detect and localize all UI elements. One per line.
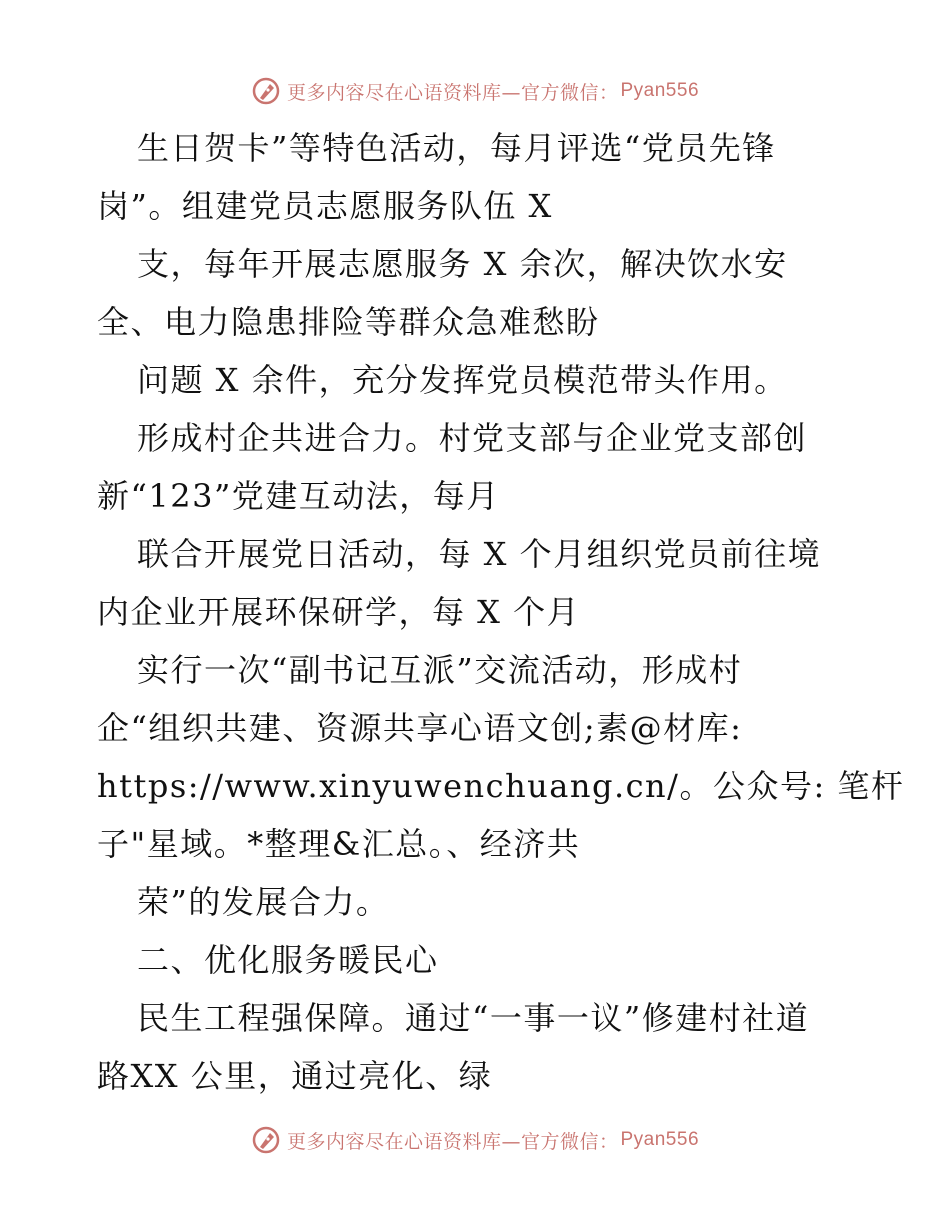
text-line: 生日贺卡”等特色活动，每月评选“党员先锋 xyxy=(137,129,776,167)
text-line: 企“组织共建、资源共享心语文创;素@材库: xyxy=(97,709,743,747)
pen-nib-circle-icon xyxy=(251,1125,281,1155)
section-heading: 二、优化服务暖民心 xyxy=(137,941,439,979)
footer-watermark xyxy=(0,1123,950,1157)
text-line: https://www.xinyuwenchuang.cn/。公众号: 笔杆 xyxy=(97,767,905,805)
text-line: 联合开展党日活动，每 X 个月组织党员前往境 xyxy=(137,535,822,573)
text-line: 全、电力隐患排险等群众急难愁盼 xyxy=(97,303,600,341)
text-line: 问题 X 余件，充分发挥党员模范带头作用。 xyxy=(137,361,788,399)
watermark-wechat-id: Pyan556 xyxy=(620,80,700,101)
text-line: 民生工程强保障。通过“一事一议”修建村社道 xyxy=(137,999,810,1037)
text-line: 形成村企共进合力。村党支部与企业党支部创 xyxy=(137,419,808,457)
text-line: 内企业开展环保研学，每 X 个月 xyxy=(97,593,581,631)
watermark-text: 更多内容尽在心语资料库—官方微信： xyxy=(286,81,619,104)
text-line: 路XX 公里，通过亮化、绿 xyxy=(97,1057,493,1095)
text-line: 岗”。组建党员志愿服务队伍 X xyxy=(97,187,553,225)
text-line: 实行一次“副书记互派”交流活动，形成村 xyxy=(137,651,743,689)
text-line: 荣”的发展合力。 xyxy=(137,883,390,921)
watermark-wechat-id: Pyan556 xyxy=(620,1129,700,1150)
text-line: 子"星域。*整理&汇总。、经济共 xyxy=(97,825,581,863)
text-line: 支，每年开展志愿服务 X 余次，解决饮水安 xyxy=(137,245,788,283)
text-line: 新“123”党建互动法，每月 xyxy=(97,477,500,515)
watermark-text: 更多内容尽在心语资料库—官方微信： xyxy=(286,1130,619,1153)
